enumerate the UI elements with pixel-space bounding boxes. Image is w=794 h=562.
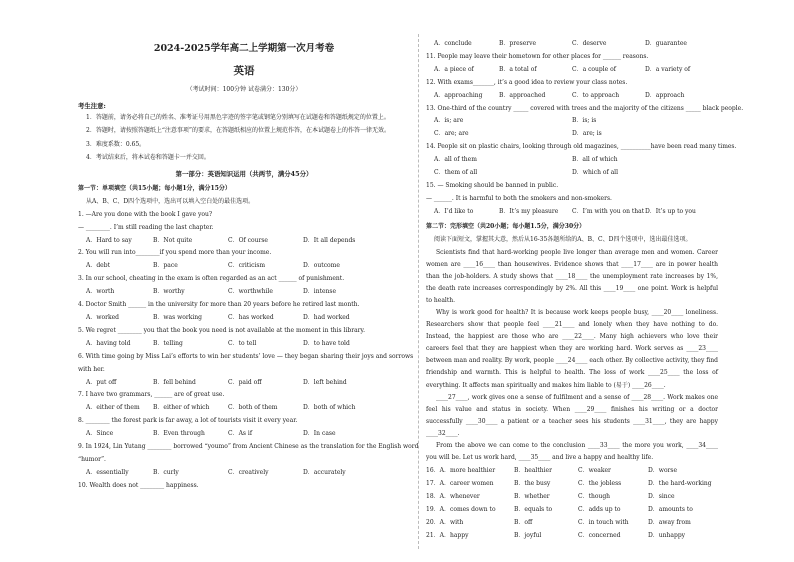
- cloze-option-row: [426, 503, 718, 516]
- option: D．had worked: [303, 313, 350, 321]
- option-row: [78, 428, 410, 441]
- question-stem: — ______. It is harmful to both the smokers and non-smokers.: [426, 194, 612, 202]
- option-row: [426, 128, 718, 141]
- option: C．both of them: [228, 404, 278, 412]
- option: D．accurately: [303, 468, 346, 476]
- option: D．intense: [303, 288, 337, 296]
- option: A．worth: [86, 288, 115, 296]
- option: D．which of all: [572, 169, 619, 177]
- option: C．Of course: [228, 236, 268, 244]
- option: B．healthier: [514, 467, 552, 475]
- option: A．is; are: [434, 117, 464, 125]
- question-stem: 3. In our school, cheating in the exam is often regarded as an act ______ of punishment.: [78, 275, 345, 283]
- option: C．worthwhile: [228, 288, 273, 296]
- option: D．away from: [648, 519, 691, 527]
- option-row: [78, 235, 410, 248]
- option: B．curly: [153, 468, 179, 476]
- question-stem: 11. People may leave their hometown for other places for ______ reasons.: [426, 52, 649, 60]
- part1-title: 第一部分：英语知识运用（共两节，满分45分）: [175, 170, 313, 178]
- option: B．approached: [499, 91, 546, 99]
- question-stem: 7. I have two grammars, ______ are of great use.: [78, 391, 225, 399]
- option: D．outcome: [303, 262, 340, 270]
- cloze-option-row: [426, 464, 718, 477]
- option: 18．A．whenever: [426, 493, 480, 501]
- question-stem: 15. — Smoking should be banned in public.: [426, 181, 559, 189]
- question-stem: 6. With time going by Miss Lai’s efforts to win her students’ love — they began sharing their joys and sorrows: [78, 352, 414, 360]
- option: A．all of them: [434, 156, 477, 164]
- option: B．preserve: [499, 40, 537, 47]
- option-row: [426, 154, 718, 167]
- option-row: [426, 38, 718, 51]
- option: 16．A．more healthier: [426, 467, 496, 475]
- question-stem: 8. ________ the forest park is far away, a lot of tourists visit it every year.: [78, 417, 298, 425]
- option: D．to have told: [303, 339, 350, 347]
- option: C．As if: [228, 430, 253, 438]
- option: C．are; are: [434, 130, 469, 138]
- option: C．concerned: [578, 532, 621, 540]
- option: C．them of all: [434, 169, 478, 177]
- option: D．unhappy: [648, 532, 686, 540]
- option: A．Since: [86, 430, 114, 438]
- option: D．It’s up to you: [645, 207, 696, 215]
- question-stem: 12. With exams_______, it’s a good idea to review your class notes.: [426, 78, 628, 86]
- option: A．Hard to say: [86, 236, 132, 244]
- option: A．conclude: [434, 40, 472, 47]
- option: C．the jobless: [578, 480, 622, 488]
- option: A．I’d like to: [434, 207, 474, 215]
- cloze-option-row: [426, 477, 718, 490]
- option-row: [78, 377, 410, 390]
- option: D．since: [648, 493, 675, 501]
- notice-item: 2．答题时，请按照答题纸上“注意事项”的要求，在答题纸相应的位置上规范作答，在本试题卷上的作答一律无效。: [86, 127, 390, 134]
- option: 20．A．with: [426, 519, 464, 527]
- right-column: [426, 38, 744, 542]
- question-list-right: [426, 38, 744, 219]
- passage-paragraph: Scientists find that hard-working people live longer than average men and women. Career women are ____16____ than housewives. Evidence shows that ____17____ are in power health than the job-holders. A study shows that ____18____ the unemployment rate increases by 1%, the death rate increases correspondingly by 2%. All this ____19____ one point. Work is helpful to health.: [426, 248, 718, 304]
- option: B．pace: [153, 262, 178, 270]
- option: C．criticism: [228, 262, 266, 270]
- exam-info: （考试时间：100分钟 试卷满分：130分）: [186, 86, 302, 93]
- option-row: [426, 115, 718, 128]
- option-row: [426, 64, 718, 77]
- question-stem: 2. You will run into________if you spend more than your income.: [78, 249, 272, 257]
- question-stem: 1. —Are you done with the book I gave you?: [78, 210, 213, 218]
- option: D．the hard-working: [648, 480, 712, 488]
- option: A．worked: [86, 313, 119, 321]
- option-row: [78, 312, 410, 325]
- question-list-left: [78, 209, 419, 493]
- option: B．equals to: [514, 506, 553, 514]
- option: B．Not quite: [153, 236, 193, 244]
- option-row: [78, 260, 410, 273]
- option-row: [426, 167, 718, 180]
- option: C．to tell: [228, 339, 257, 347]
- option: B．a total of: [499, 65, 537, 73]
- cloze-option-row: [426, 529, 718, 542]
- option: 17．A．career women: [426, 480, 494, 488]
- option: C．paid off: [228, 378, 262, 386]
- exam-title: 2024-2025学年高二上学期第一次月考卷: [153, 43, 335, 54]
- option: A．put off: [86, 378, 117, 386]
- question-stem: 9. In 1924, Lin Yutang ________ borrowed “youmo” from Ancient Chinese as the translation for the English word: [78, 443, 419, 451]
- option: D．a variety of: [645, 65, 691, 73]
- left-column: [78, 40, 419, 493]
- passage-paragraph: Why is work good for health? It is because work keeps people busy, ____20____ loneliness. Researchers show that people feel ____21____ and lonely when they have nothing to do. Instead, the happiest are those who are ____22____. Many high achievers who love their careers feel that they are happiest when they are working hard. Work serves as ____23____ between man and reality. By work, people ____24____ each other. By collective activity, they find friendship and warmth. This is helpful to health. The loss of work ____25____ the loss of everything. It affects man spiritually and makes him liable to (易于) ____26____.: [426, 308, 718, 389]
- option: B．It’s my pleasure: [499, 207, 559, 215]
- cloze-option-row: [426, 516, 718, 529]
- passage-paragraph: ____27____, work gives one a sense of fulfilment and a sense of ____28____. Work makes one feel his value and status in society. When ____29____ finishes his writing or a doctor successfully ____30____ a patient or a teacher sees his students ____31____, they are happy ____32____.: [426, 393, 718, 437]
- option: D．It all depends: [303, 236, 356, 244]
- option: A．a piece of: [434, 65, 474, 73]
- option: B．the busy: [514, 480, 551, 488]
- option: C．a couple of: [572, 65, 616, 73]
- option: B．Even through: [153, 430, 205, 438]
- option: A．approaching: [434, 91, 483, 99]
- option: B．is; is: [572, 117, 597, 125]
- section2-instruction: 阅读下面短文，掌握其大意，然后从16-35各题所给的A、B、C、D四个选项中，选出最佳选项。: [434, 235, 692, 243]
- option-row: [426, 90, 718, 103]
- passage-paragraph: From the above we can come to the conclusion ____33____ the more you work, ____34____ you will be. Let us work hard, ____35____ and live a happy and healthy life.: [426, 442, 718, 462]
- section1-title: 第一节：单项填空（共15小题；每小题1分，满分15分）: [78, 184, 231, 192]
- option: C．in touch with: [578, 519, 629, 527]
- option: C．adds up to: [578, 506, 621, 514]
- option: 21．A．happy: [426, 532, 469, 540]
- option: B．fell behind: [153, 378, 196, 386]
- option-row: [78, 338, 410, 351]
- option: C．I’m with you on that: [572, 207, 645, 215]
- question-stem: with her.: [78, 365, 105, 373]
- exam-subject: 英语: [233, 65, 255, 77]
- option: D．In case: [303, 430, 336, 438]
- option: C．deserve: [572, 40, 607, 47]
- option: C．weaker: [578, 467, 611, 475]
- option: B．was working: [153, 313, 202, 321]
- question-stem: 10. Wealth does not ________ happiness.: [78, 481, 199, 489]
- option: A．debt: [86, 262, 110, 270]
- option: B．worthy: [153, 288, 185, 296]
- option: B．either of which: [153, 404, 210, 412]
- option: 19．A．comes down to: [426, 506, 496, 514]
- option: A．essentially: [86, 468, 129, 476]
- option: D．left behind: [303, 378, 347, 386]
- question-stem: 13. One-third of the country _____ covered with trees and the majority of the citizens _____ black people.: [426, 104, 744, 112]
- option: C．to approach: [572, 91, 620, 99]
- option: D．approach: [645, 91, 685, 99]
- column-divider: [418, 34, 419, 549]
- option: D．guarantee: [645, 40, 687, 47]
- notice-item: 1．答题前，请务必将自己的姓名、准考证号用黑色字迹的签字笔或钢笔分别填写在试题卷和答题纸规定的位置上。: [86, 114, 390, 121]
- option-row: [78, 467, 410, 480]
- option: D．both of which: [303, 404, 356, 412]
- option: B．joyful: [514, 532, 542, 540]
- option: C．though: [578, 493, 611, 501]
- question-stem: — ________. I’m still reading the last chapter.: [78, 223, 214, 231]
- option: B．off: [514, 519, 533, 527]
- question-stem: 4. Doctor Smith ______ in the university for more than 20 years before he retired last month.: [78, 301, 360, 309]
- option-row: [78, 286, 410, 299]
- notice-heading: 考生注意:: [78, 102, 106, 110]
- question-stem: “humor”.: [78, 455, 106, 463]
- notice-item: 4．考试结束后，将本试卷和答题卡一并交回。: [86, 154, 210, 161]
- option: D．worse: [648, 467, 678, 475]
- option: B．whether: [514, 493, 550, 501]
- option: A．either of them: [86, 404, 140, 412]
- option-row: [78, 402, 410, 415]
- option: D．amounts to: [648, 506, 693, 514]
- option: D．are; is: [572, 130, 602, 138]
- option: B．all of which: [572, 156, 618, 164]
- notice-item: 3．难度系数：0.65。: [86, 141, 146, 148]
- cloze-passage: [426, 247, 718, 465]
- section2-title: 第二节：完形填空（共20小题；每小题1.5分，满分30分）: [426, 222, 586, 230]
- question-stem: 14. People sit on plastic chairs, looking through old magazines, __________have been read many times.: [426, 143, 737, 151]
- cloze-options: [426, 464, 718, 542]
- question-stem: 5. We regret ________ you that the book you need is not available at the moment in this library.: [78, 326, 366, 334]
- option: B．telling: [153, 339, 183, 347]
- section1-instruction: 从A、B、C、D四个选项中，选出可以填入空白处的最佳选项。: [86, 197, 255, 205]
- option: C．has worked: [228, 313, 274, 321]
- option: C．creatively: [228, 468, 269, 476]
- cloze-option-row: [426, 490, 718, 503]
- option-row: [426, 206, 718, 219]
- option: A．having told: [86, 339, 131, 347]
